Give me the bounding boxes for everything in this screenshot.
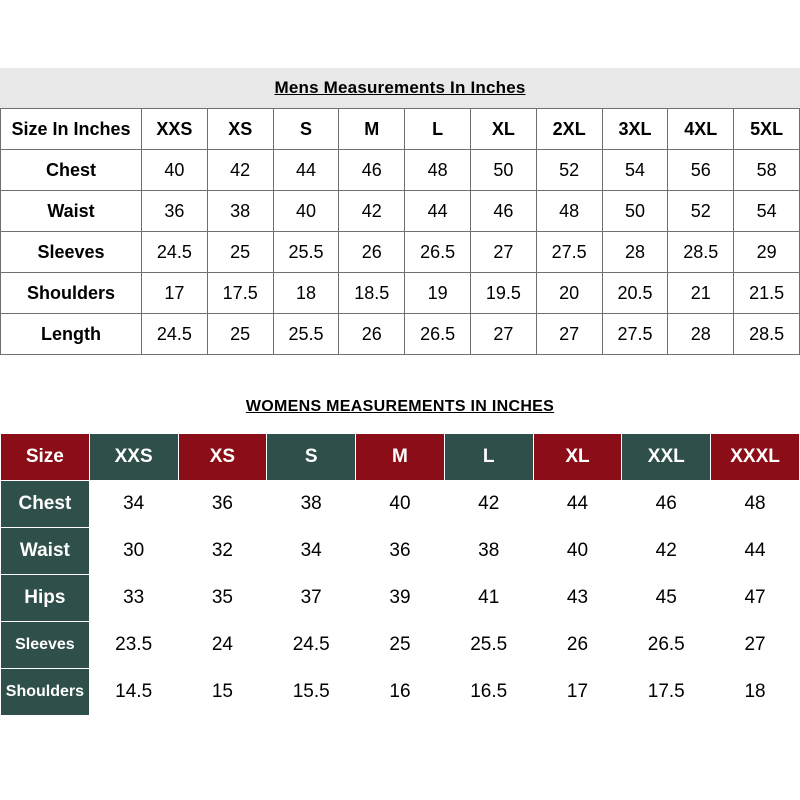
mens-cell: 52 <box>668 191 734 232</box>
womens-cell: 18 <box>711 669 800 716</box>
womens-cell: 24.5 <box>267 622 356 669</box>
mens-cell: 42 <box>339 191 405 232</box>
womens-header-cell: M <box>356 434 445 481</box>
womens-row-label: Chest <box>1 481 90 528</box>
womens-cell: 37 <box>267 575 356 622</box>
womens-header-cell: XXS <box>89 434 178 481</box>
womens-row-label: Shoulders <box>1 669 90 716</box>
mens-cell: 18 <box>273 273 339 314</box>
womens-header-cell: S <box>267 434 356 481</box>
mens-cell: 18.5 <box>339 273 405 314</box>
womens-cell: 36 <box>356 528 445 575</box>
mens-cell: 21.5 <box>734 273 800 314</box>
womens-cell: 46 <box>622 481 711 528</box>
mens-cell: 27 <box>470 314 536 355</box>
womens-row-label: Hips <box>1 575 90 622</box>
mens-cell: 44 <box>273 150 339 191</box>
womens-cell: 38 <box>444 528 533 575</box>
mens-cell: 40 <box>142 150 208 191</box>
womens-cell: 26 <box>533 622 622 669</box>
mens-row-label: Shoulders <box>1 273 142 314</box>
mens-cell: 24.5 <box>142 314 208 355</box>
womens-cell: 16.5 <box>444 669 533 716</box>
table-row <box>1 273 800 314</box>
mens-header-cell: S <box>273 109 339 150</box>
womens-header-cell: L <box>444 434 533 481</box>
womens-cell: 14.5 <box>89 669 178 716</box>
mens-cell: 28.5 <box>734 314 800 355</box>
mens-cell: 24.5 <box>142 232 208 273</box>
table-row <box>1 528 800 575</box>
table-row <box>1 575 800 622</box>
womens-cell: 45 <box>622 575 711 622</box>
mens-cell: 28.5 <box>668 232 734 273</box>
womens-cell: 47 <box>711 575 800 622</box>
table-row <box>1 150 800 191</box>
mens-cell: 48 <box>405 150 471 191</box>
mens-chart-title: Mens Measurements In Inches <box>274 78 526 97</box>
mens-cell: 25 <box>207 232 273 273</box>
mens-cell: 52 <box>536 150 602 191</box>
mens-cell: 20 <box>536 273 602 314</box>
womens-measurements-table <box>0 433 800 716</box>
mens-header-cell: M <box>339 109 405 150</box>
mens-measurements-table <box>0 108 800 355</box>
womens-cell: 23.5 <box>89 622 178 669</box>
mens-cell: 20.5 <box>602 273 668 314</box>
mens-cell: 44 <box>405 191 471 232</box>
womens-cell: 15.5 <box>267 669 356 716</box>
mens-cell: 25.5 <box>273 314 339 355</box>
mens-cell: 42 <box>207 150 273 191</box>
mens-cell: 19.5 <box>470 273 536 314</box>
mens-cell: 17 <box>142 273 208 314</box>
womens-cell: 38 <box>267 481 356 528</box>
womens-cell: 33 <box>89 575 178 622</box>
mens-row-label: Length <box>1 314 142 355</box>
mens-header-cell: Size In Inches <box>1 109 142 150</box>
mens-cell: 19 <box>405 273 471 314</box>
mens-title-band <box>0 68 800 108</box>
womens-cell: 32 <box>178 528 267 575</box>
womens-cell: 30 <box>89 528 178 575</box>
mens-cell: 27 <box>470 232 536 273</box>
mens-cell: 26.5 <box>405 232 471 273</box>
womens-cell: 34 <box>89 481 178 528</box>
mens-header-cell: 4XL <box>668 109 734 150</box>
mens-cell: 26.5 <box>405 314 471 355</box>
mens-cell: 25.5 <box>273 232 339 273</box>
table-row <box>1 232 800 273</box>
table-row <box>1 669 800 716</box>
womens-cell: 39 <box>356 575 445 622</box>
womens-row-label: Sleeves <box>1 622 90 669</box>
womens-cell: 26.5 <box>622 622 711 669</box>
mens-cell: 28 <box>668 314 734 355</box>
mens-row-label: Waist <box>1 191 142 232</box>
mens-cell: 54 <box>602 150 668 191</box>
mens-header-cell: 2XL <box>536 109 602 150</box>
mens-cell: 29 <box>734 232 800 273</box>
mens-row-label: Sleeves <box>1 232 142 273</box>
mens-cell: 26 <box>339 314 405 355</box>
womens-chart-title: WOMENS MEASUREMENTS IN INCHES <box>245 398 555 415</box>
mens-cell: 54 <box>734 191 800 232</box>
mens-header-row <box>1 109 800 150</box>
womens-cell: 24 <box>178 622 267 669</box>
mens-header-cell: XXS <box>142 109 208 150</box>
womens-cell: 35 <box>178 575 267 622</box>
mens-cell: 50 <box>470 150 536 191</box>
womens-cell: 36 <box>178 481 267 528</box>
mens-cell: 48 <box>536 191 602 232</box>
mens-size-chart-section <box>0 68 800 355</box>
womens-cell: 42 <box>444 481 533 528</box>
mens-header-cell: XS <box>207 109 273 150</box>
mens-cell: 28 <box>602 232 668 273</box>
womens-header-cell: XL <box>533 434 622 481</box>
womens-cell: 34 <box>267 528 356 575</box>
mens-cell: 27.5 <box>602 314 668 355</box>
womens-header-cell: XXL <box>622 434 711 481</box>
womens-cell: 40 <box>356 481 445 528</box>
mens-row-label: Chest <box>1 150 142 191</box>
mens-cell: 38 <box>207 191 273 232</box>
mens-cell: 25 <box>207 314 273 355</box>
mens-cell: 56 <box>668 150 734 191</box>
mens-header-cell: 3XL <box>602 109 668 150</box>
mens-cell: 46 <box>339 150 405 191</box>
womens-cell: 27 <box>711 622 800 669</box>
mens-cell: 21 <box>668 273 734 314</box>
womens-header-row <box>1 434 800 481</box>
mens-header-cell: L <box>405 109 471 150</box>
mens-cell: 58 <box>734 150 800 191</box>
mens-cell: 27.5 <box>536 232 602 273</box>
mens-cell: 27 <box>536 314 602 355</box>
womens-cell: 25 <box>356 622 445 669</box>
womens-cell: 42 <box>622 528 711 575</box>
womens-cell: 43 <box>533 575 622 622</box>
table-row <box>1 481 800 528</box>
mens-cell: 46 <box>470 191 536 232</box>
womens-header-cell: Size <box>1 434 90 481</box>
womens-cell: 16 <box>356 669 445 716</box>
table-row <box>1 622 800 669</box>
mens-cell: 36 <box>142 191 208 232</box>
mens-cell: 26 <box>339 232 405 273</box>
table-row <box>1 314 800 355</box>
womens-cell: 44 <box>711 528 800 575</box>
mens-cell: 50 <box>602 191 668 232</box>
mens-header-cell: 5XL <box>734 109 800 150</box>
womens-cell: 40 <box>533 528 622 575</box>
womens-cell: 17 <box>533 669 622 716</box>
womens-cell: 48 <box>711 481 800 528</box>
womens-cell: 44 <box>533 481 622 528</box>
table-row <box>1 191 800 232</box>
womens-header-cell: XXXL <box>711 434 800 481</box>
mens-cell: 17.5 <box>207 273 273 314</box>
womens-cell: 41 <box>444 575 533 622</box>
womens-row-label: Waist <box>1 528 90 575</box>
mens-cell: 40 <box>273 191 339 232</box>
womens-cell: 15 <box>178 669 267 716</box>
mens-header-cell: XL <box>470 109 536 150</box>
womens-header-cell: XS <box>178 434 267 481</box>
womens-cell: 17.5 <box>622 669 711 716</box>
womens-cell: 25.5 <box>444 622 533 669</box>
